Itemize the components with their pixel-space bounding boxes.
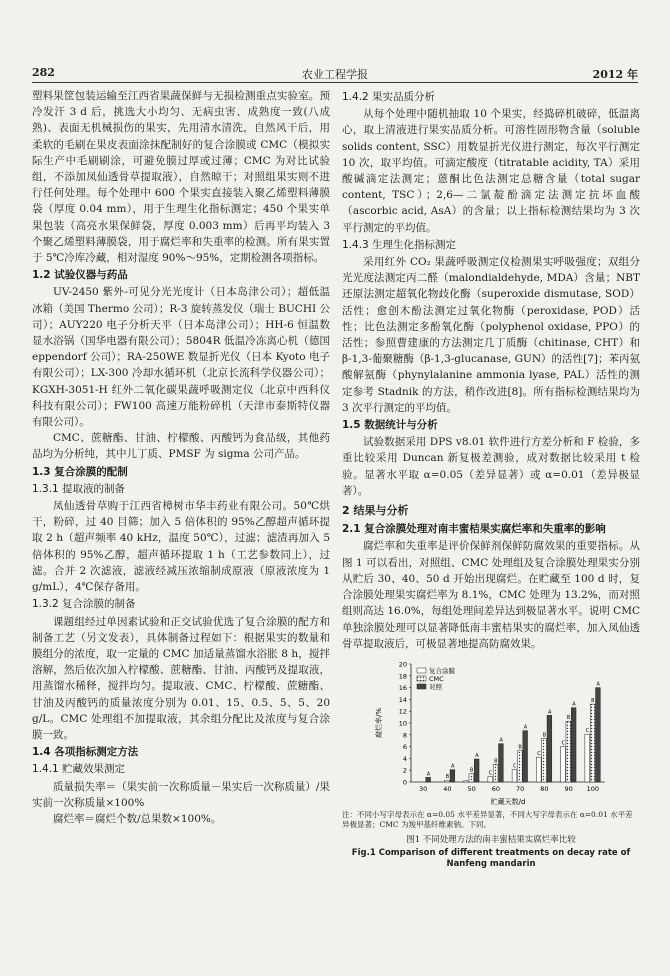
x-tick-label: 90: [564, 784, 573, 793]
figure-caption-cn: 图1 不同处理方法的南丰蜜桔果实腐烂率比较: [406, 834, 576, 845]
paragraph: 从每个处理中随机抽取 10 个果实，经捣碎机破碎，低温离心，取上清液进行果实品质分析。可溶性固形物含量（soluble solids content, SSC）用数显折光仪进行测定，每次平行测定 10 次，取平均值。可滴定酸度（titratable acidity, TA）采用酸碱滴定法测定；蒽酮比色法测定总糖含量（total sugar content, TSC）；2,6—二氯靛酚滴定法测定抗坏血酸（ascorbic acid, AsA）的含量；以上指标检测结果均为 3 次平行测定的平均值。: [342, 108, 640, 234]
y-axis-label: 腐烂率/%: [375, 707, 383, 738]
y-tick-label: 16: [398, 684, 407, 693]
header-rule: [32, 82, 638, 83]
bar-significance-label: B: [566, 715, 571, 722]
section-heading: 2.1 复合涂膜处理对南丰蜜桔果实腐烂率和失重率的影响: [342, 523, 606, 536]
bar-significance-label: A: [572, 701, 576, 708]
bar-significance-label: B: [469, 767, 474, 774]
bar: [499, 744, 504, 782]
section-heading: 1.2 试验仪器与药品: [32, 269, 128, 282]
bar-significance-label: C: [585, 728, 590, 735]
bar-significance-label: C: [561, 740, 566, 747]
bar: [585, 734, 590, 782]
bar: [469, 774, 474, 782]
page-number: 282: [32, 66, 55, 79]
x-tick-label: 80: [540, 784, 549, 793]
paragraph: 凤仙透骨草购于江西省樟树市华丰药业有限公司。50℃烘干，粉碎，过 40 目筛；加入 5 倍体积的 95%乙醇超声循环提取 2 h（超声频率 40 kHz，温度 50℃），过滤；滤渣再加入 5 倍体积的 95%乙醇，超声循环提取 1 h（工艺参数同上），过滤。合并 2 次滤液，滤液经减压浓缩制成原液（原液浓度为 1 g/mL），4℃保存备用。: [32, 500, 330, 594]
bar-significance-label: B: [542, 732, 547, 739]
bar-significance-label: B: [494, 758, 498, 765]
bar: [517, 751, 522, 782]
legend-entry: 复合涂膜: [429, 666, 455, 675]
bar-significance-label: B: [591, 698, 595, 705]
subsection-heading: 1.4.2 果实品质分析: [342, 91, 436, 103]
x-axis-label: 贮藏天数/d: [490, 797, 526, 806]
subsection-heading: 1.3.2 复合涂膜的制备: [32, 598, 136, 611]
bar: [512, 770, 517, 782]
paragraph: 腐烂率和失重率是评价保鲜剂保鲜防腐效果的重要指标。从图 1 可以看出，对照组、CMC 处理组及复合涂膜处理果实分别从贮后 30、40、50 d 开始出现腐烂。在贮藏至 100 d 时，复合涂膜处理果实腐烂率为 8.1%，CMC 处理为 13.2%，而对照组则高达 16.0%，每组处理间差异达到极显著水平。说明 CMC 单独涂膜处理可以显著降低南丰蜜桔果实的腐烂率，加入凤仙透骨草提取液后，可极显著地提高防腐效果。: [342, 540, 640, 650]
bar-significance-label: B: [445, 774, 450, 781]
bar-significance-label: C: [513, 763, 517, 770]
paragraph: CMC、蔗糖酯、甘油、柠檬酸、丙酸钙为食品级，其他药品均为分析纯，其中儿丁质、PMSF 为 sigma 公司产品。: [32, 432, 330, 461]
bar: [464, 781, 469, 782]
decay-rate-chart: [371, 658, 611, 808]
legend-entry: CMC: [429, 674, 444, 683]
y-tick-label: 12: [398, 707, 407, 716]
bar: [590, 704, 595, 782]
y-tick-label: 20: [398, 660, 407, 669]
formula-mass-loss: 质量损失率＝（果实前一次称质量－果实后一次称质量）/果实前一次称质量×100%: [32, 780, 330, 809]
bar: [474, 759, 479, 782]
bar-significance-label: A: [450, 763, 455, 770]
y-tick-label: 4: [402, 754, 407, 763]
bar-significance-label: C: [488, 770, 493, 777]
bar: [547, 715, 552, 782]
bar: [561, 747, 566, 782]
bar-significance-label: A: [475, 752, 479, 759]
chapter-heading: 2 结果与分析: [342, 504, 409, 518]
x-tick-label: 40: [443, 784, 452, 793]
y-tick-label: 8: [402, 731, 407, 740]
legend-swatch: [417, 684, 426, 689]
left-column: [32, 88, 330, 827]
x-tick-label: 50: [467, 784, 476, 793]
x-tick-label: 70: [515, 784, 525, 793]
bar: [450, 770, 455, 782]
bar: [536, 757, 541, 782]
figure-note: 注：不同小写字母表示在 α=0.05 水平差异显著，不同大写字母表示在 α=0.01 水平差异极显著；CMC 为羧甲基纤维素钠。下同。: [342, 809, 633, 829]
bar: [488, 777, 493, 782]
subsection-heading: 1.3.1 提取液的制备: [32, 482, 126, 495]
legend-entry: 对照: [429, 682, 442, 691]
bar: [523, 731, 528, 782]
paragraph: 塑料果筐包装运输至江西省果蔬保鲜与无损检测重点实验室。预冷发汗 3 d 后，挑选大小均匀、无病虫害、成熟度一致(八成熟)、表面无机械损伤的果实，先用清水清洗，自然风干后，用柔软的毛刷在果皮表面涂抹配制好的复合涂膜或 CMC（模拟实际生产中毛刷刷涂，可避免膜过厚或过薄；CMC 为对比试验组，不添加凤仙透骨草提取液），自然晾干；对照组果实则不进行任何处理。每个处理中 600 个果实直接装入聚乙烯塑料薄膜袋（厚度 0.04 mm），用于生理生化指标测定；450 个果实单果包装（高亮水果保鲜袋，厚度 0.003 mm）后再平均装入 3 个聚乙烯塑料薄膜袋，用于腐烂率和失重率的检测。所有果实置于 5℃冷库冷藏，相对湿度 90%～95%，定期检测各项指标。: [32, 90, 330, 265]
paragraph: UV-2450 紫外-可见分光光度计（日本岛津公司）；超低温冰箱（美国 Thermo 公司）；R-3 旋转蒸发仪（瑞士 BUCHI 公司）；AUY220 电子分析天平（日本岛津公司）；HH-6 恒温数显水浴锅（国华电器有限公司）；5804R 低温冷冻离心机（德国 eppendorf 公司）；RA-250WE 数显折光仪（日本 Kyoto 电子有限公司）；LX-300 冷却水循环机（北京长流科学仪器公司）；KGXH-3051-H 红外二氧化碳果蔬呼吸测定仪（北京中西科仪科技有限公司）；FW100 高速万能粉碎机（天津市泰斯特仪器有限公司）。: [32, 286, 330, 429]
section-heading: 1.5 数据统计与分析: [342, 419, 438, 432]
paragraph: 试验数据采用 DPS v8.01 软件进行方差分析和 F 检验，多重比较采用 Duncan 新复极差测验，成对数据比较采用 t 检验。显著水平取 α=0.05（差异显著）或 α=0.01（差异极显著）。: [342, 436, 640, 497]
y-tick-label: 10: [398, 719, 407, 728]
page-header: [32, 66, 638, 80]
bar-significance-label: C: [537, 751, 541, 758]
paragraph: 采用红外 CO₂ 果蔬呼吸测定仪检测果实呼吸强度；双组分光光度法测定丙二醛（malondialdehyde, MDA）含量；NBT 还原法测定超氧化物歧化酶（superoxide dismutase, SOD）活性；愈创木酚法测定过氧化物酶（peroxidase, POD）活性；比色法测定多酚氧化酶（polyphenol oxidase, PPO）的活性；参照曹建康的方法测定几丁质酶（chitinase, CHT）和 β-1,3-葡聚糖酶（β-1,3-glucanase, GUN）的活性[7]；苯丙氨酸解氨酶（phynylalanine ammonia lyase, PAL）活性的测定参考 Stadnik 的方法，稍作改进[8]。所有指标检测结果均为 3 次平行测定的平均值。: [342, 256, 640, 414]
bar: [566, 721, 571, 782]
figure-caption-en: Fig.1 Comparison of different treatments on decay rate of Nanfeng mandarin: [351, 848, 631, 870]
subsection-heading: 1.4.3 生理生化指标测定: [342, 238, 457, 251]
y-tick-label: 2: [402, 766, 407, 775]
paragraph: 课题组经过单因素试验和正交试验优选了复合涂膜的配方和制备工艺（另文发表），具体制备过程如下：根据果实的数量和膜组分的浓度，取一定量的 CMC 加适量蒸馏水浴胀 8 h，搅拌溶解，然后依次加入柠檬酸、蔗糖酯、甘油、丙酸钙及提取液，用蒸馏水稀释，搅拌均匀。提取液、CMC、柠檬酸、蔗糖酯、甘油及丙酸钙的质量浓度分别为 0.01、15、0.5、5、5、20 g/L。CMC 处理组不加提取液，其余组分配比及浓度与复合涂膜一致。: [32, 615, 330, 741]
section-heading: 1.3 复合涂膜的配制: [32, 465, 128, 478]
subsection-heading: 1.4.1 贮藏效果测定: [32, 763, 126, 776]
y-tick-label: 0: [402, 778, 407, 787]
bar: [426, 777, 431, 782]
bar: [493, 764, 498, 782]
x-tick-label: 30: [418, 784, 428, 793]
section-heading: 1.4 各项指标测定方法: [32, 746, 139, 759]
y-tick-label: 18: [398, 672, 407, 681]
x-tick-label: 60: [491, 784, 501, 793]
bar-significance-label: A: [426, 771, 431, 778]
bar-significance-label: B: [518, 744, 522, 751]
y-tick-label: 14: [398, 695, 407, 704]
y-tick-label: 6: [402, 743, 407, 752]
figure-1: [371, 658, 611, 808]
x-tick-label: 100: [586, 784, 600, 793]
bar: [596, 688, 601, 782]
bar-significance-label: A: [596, 681, 600, 688]
journal-title: 农业工程学报: [302, 68, 368, 81]
bar: [445, 780, 450, 782]
legend-swatch: [417, 668, 426, 673]
legend-swatch: [417, 676, 426, 681]
bar: [542, 738, 547, 782]
journal-year: 2012 年: [592, 68, 638, 81]
bar-significance-label: A: [523, 724, 528, 731]
bar-significance-label: A: [499, 737, 503, 744]
bar: [571, 708, 576, 782]
bar-significance-label: A: [547, 709, 552, 716]
formula-decay-rate: 腐烂率＝腐烂个数/总果数×100%。: [53, 812, 222, 825]
right-column: [342, 88, 640, 870]
